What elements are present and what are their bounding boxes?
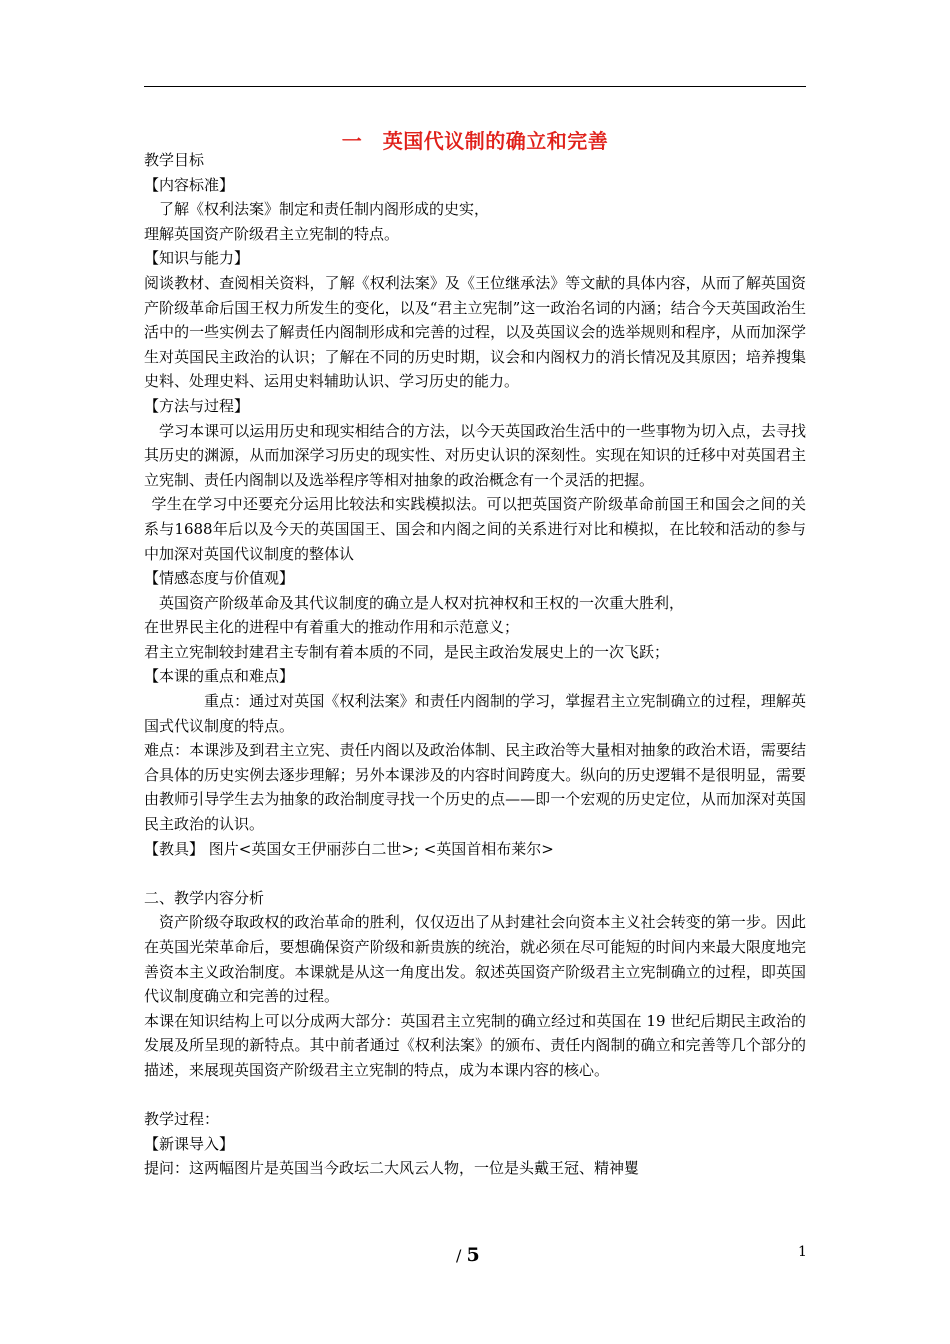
subheading-new-lesson-intro: 【新课导入】 <box>144 1134 235 1153</box>
page-number: 1 <box>798 1244 807 1260</box>
subheading-method-process: 【方法与过程】 <box>144 396 250 415</box>
values-line-3: 君主立宪制较封建君主专制有着本质的不同，是民主政治发展史上的一次飞跃； <box>144 642 670 661</box>
intro-question-line: 提问：这两幅图片是英国当今政坛二大风云人物，一位是头戴王冠、精神矍 <box>144 1159 640 1178</box>
section-heading-teaching-process: 教学过程： <box>144 1110 220 1129</box>
analysis-paragraph-1: 资产阶级夺取政权的政治革命的胜利，仅仅迈出了从封建社会向资本主义社会转变的第一步。因此在英国光荣革命后，要想确保资产阶级和新贵族的统治，就必须在尽可能短的时间内来最大限度地完善资本主义政治制度。本课就是从这一角度出发。叙述英国资产阶级君主立宪制确立的过程，即英国代议制度确立和完善的过程。 <box>144 913 806 1006</box>
subheading-content-standard: 【内容标准】 <box>144 175 235 194</box>
blank-line <box>144 1083 806 1108</box>
subheading-emotion-values: 【情感态度与价值观】 <box>144 569 295 588</box>
knowledge-paragraph: 阅谈教材、查阅相关资料，了解《权利法案》及《王位继承法》等文献的具体内容，从而了解英国资产阶级革命后国王权力所发生的变化，以及“君主立宪制”这一政治名词的内涵；结合今天英国政治生活中的一些实例去了解责任内阁制形成和完善的过程，以及英国议会的选举规则和程序，从而加深学生对英国民主政治的认识；了解在不同的历史时期，议会和内阁权力的消长情况及其原因；培养搜集史料、处理史料、运用史料辅助认识、学习历史的能力。 <box>144 273 806 391</box>
key-point-paragraph: 重点：通过对英国《权利法案》和责任内阁制的学习，掌握君主立宪制确立的过程，理解英国式代议制度的特点。 <box>144 692 806 735</box>
page-total-prefix: / <box>456 1246 467 1265</box>
page-total <box>456 1244 480 1266</box>
header-rule <box>144 86 806 87</box>
standard-line-2: 理解英国资产阶级君主立宪制的特点。 <box>144 224 400 243</box>
subheading-knowledge-ability: 【知识与能力】 <box>144 249 250 268</box>
section-heading-content-analysis: 二、教学内容分析 <box>144 888 265 907</box>
section-heading-goals: 教学目标 <box>144 151 205 169</box>
difficult-point-paragraph: 难点：本课涉及到君主立宪、责任内阁以及政治体制、民主政治等大量相对抽象的政治术语，需要结合具体的历史实例去逐步理解；另外本课涉及的内容时间跨度大。纵向的历史逻辑不是很明显，需要由教师引导学生去为抽象的政治制度寻找一个历史的点——即一个宏观的历史定位，从而加深对英国民主政治的认识。 <box>144 741 806 834</box>
values-line-1: 英国资产阶级革命及其代议制度的确立是人权对抗神权和王权的一次重大胜利， <box>159 593 685 612</box>
method-paragraph-1: 学习本课可以运用历史和现实相结合的方法，以今天英国政治生活中的一些事物为切入点，去寻找其历史的渊源，从而加深学习历史的现实性、对历史认识的深刻性。实现在知识的迁移中对英国君主立宪制、责任内阁制以及选举程序等相对抽象的政治概念有一个灵活的把握。 <box>144 421 806 489</box>
document-body <box>144 148 806 1181</box>
analysis-paragraph-2: 本课在知识结构上可以分成两大部分：英国君主立宪制的确立经过和英国在 19 世纪后期民主政治的发展及所呈现的新特点。其中前者通过《权利法案》的颁布、责任内阁制的确立和完善等几个部分的描述，来展现英国资产阶级君主立宪制的特点，成为本课内容的核心。 <box>144 1011 806 1079</box>
blank-line <box>144 861 806 886</box>
document-title: 一 英国代议制的确立和完善 <box>341 129 609 153</box>
page-total-count: 5 <box>466 1244 480 1266</box>
teaching-aids-line: 【教具】 图片<英国女王伊丽莎白二世>; <英国首相布莱尔> <box>144 839 554 858</box>
subheading-key-difficult-points: 【本课的重点和难点】 <box>144 667 295 686</box>
method-paragraph-2: 学生在学习中还要充分运用比较法和实践模拟法。可以把英国资产阶级革命前国王和国会之间的关系与1688年后以及今天的英国国王、国会和内阁之间的关系进行对比和模拟，在比较和活动的参与中加深对英国代议制度的整体认 <box>144 495 806 563</box>
standard-line-1: 了解《权利法案》制定和责任制内阁形成的史实， <box>159 200 490 219</box>
values-line-2: 在世界民主化的进程中有着重大的推动作用和示范意义； <box>144 618 520 637</box>
